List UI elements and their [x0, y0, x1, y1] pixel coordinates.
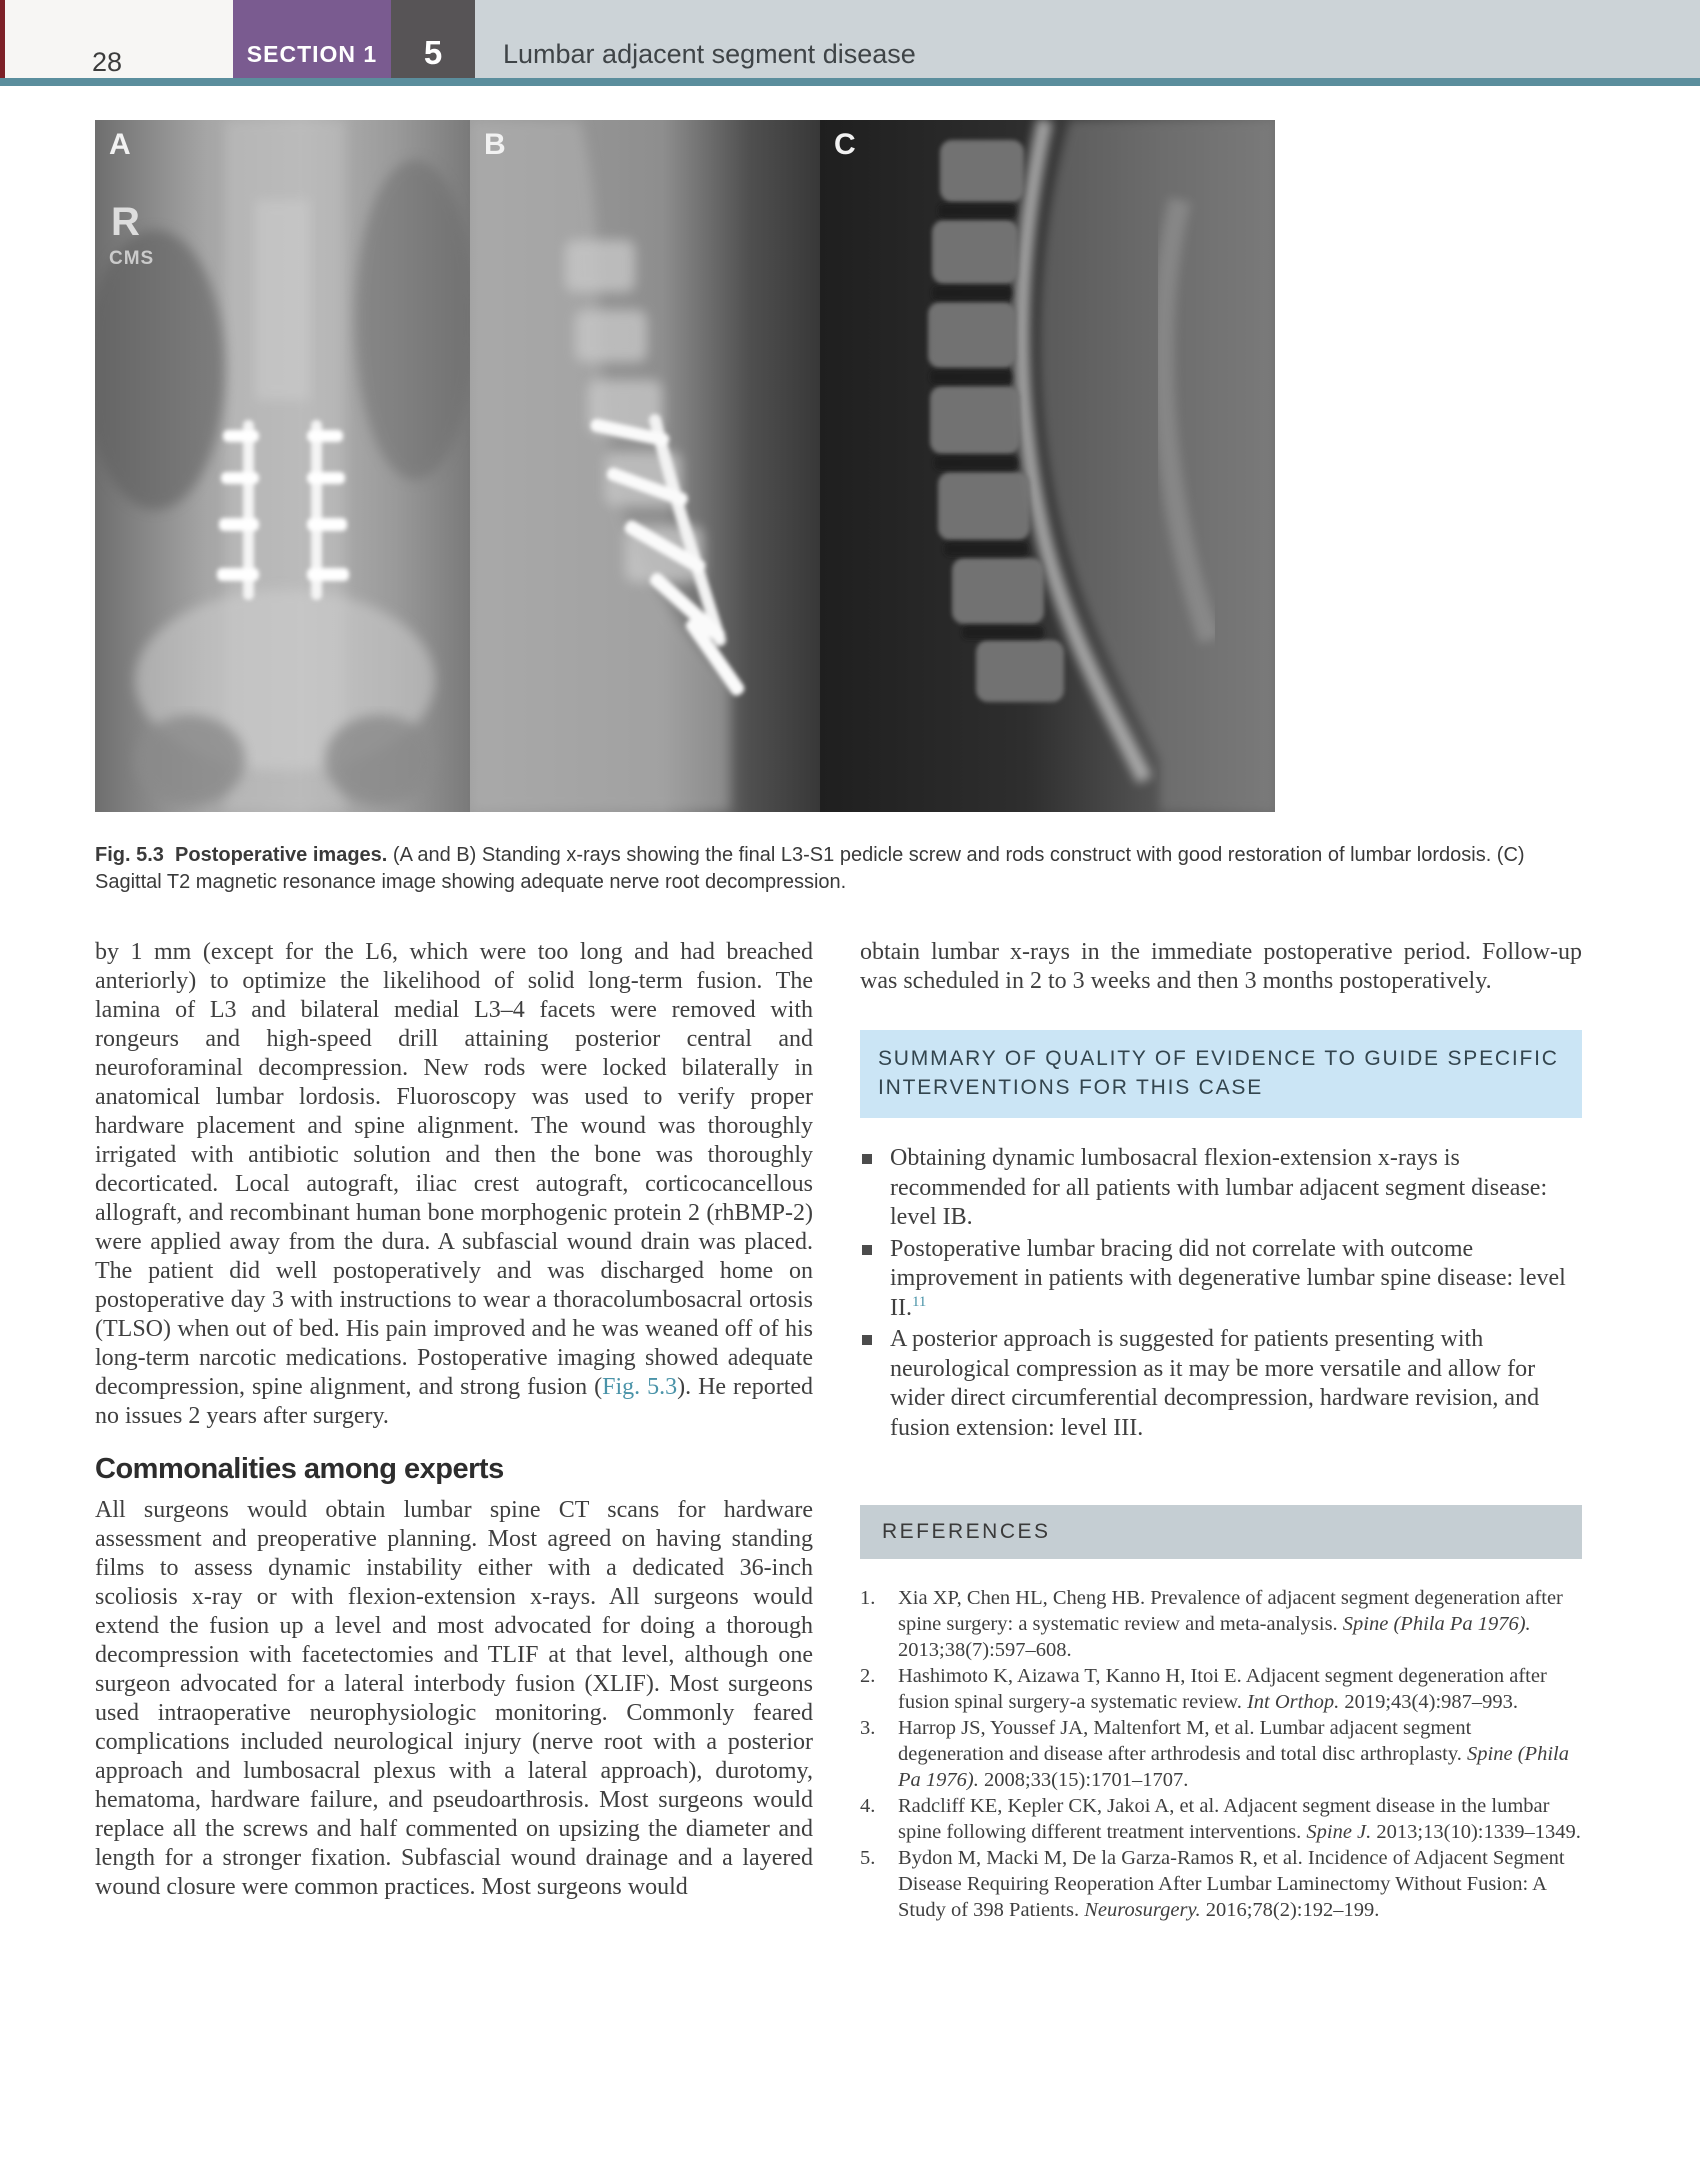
xray-side-marker-r: R — [111, 200, 140, 244]
references-list — [860, 1585, 1582, 1923]
reference-text — [898, 1585, 1582, 1663]
square-bullet-icon — [862, 1154, 872, 1164]
evidence-bullet-2-text — [890, 1235, 1582, 1324]
section-badge: SECTION 1 — [233, 0, 391, 78]
figure-caption-title: Postoperative images. — [175, 844, 388, 866]
figure-5-3-link[interactable]: Fig. 5.3 — [602, 1374, 678, 1400]
reference-number: 1. — [860, 1587, 876, 1609]
figure-caption — [95, 842, 1573, 896]
header-rule — [0, 78, 1700, 86]
chapter-number-badge: 5 — [391, 0, 475, 78]
reference-5-authors: Bydon M, Macki M, De la Garza-Ramos R, et al. Incidence of Adjacent Segment Disease Requiring Reoperation After Lumbar Laminectomy Without Fusion: A Study of 398 Patients. — [898, 1847, 1565, 1921]
reference-1-journal: Spine (Phila Pa 1976). — [1342, 1613, 1531, 1635]
panel-label-a: A — [109, 128, 131, 161]
evidence-bullet-3 — [860, 1325, 1582, 1443]
right-column — [860, 938, 1582, 1923]
reference-item-4 — [860, 1793, 1582, 1845]
bullet-3-body: A posterior approach is suggested for patients presenting with neurological compression as it may be more versatile and allow for wider direct circumferential decompression, hardware revision, and fusion extension: level III. — [890, 1326, 1540, 1441]
xray-marker-cms: CMS — [109, 248, 155, 269]
reference-5-journal: Neurosurgery. — [1084, 1899, 1201, 1921]
bullet-2-citation-link[interactable]: 11 — [911, 1293, 927, 1310]
case-paragraph-text: by 1 mm (except for the L6, which were too long and had breached anteriorly) to optimize the likelihood of solid long-term fusion. The lamina of L3 and bilateral medial L3–4 facets were removed with rongeurs and high-speed drill attaining posterior central and neuroforaminal decompression. New rods were locked bilaterally in anatomical lumbar lordosis. Fluoroscopy was used to verify proper hardware placement and spine alignment. The wound was thoroughly irrigated with antibiotic solution and then the bone was thoroughly decorticated. Local autograft, iliac crest autograft, corticocancellous allograft, and recombinant human bone morphogenic protein 2 (rhBMP-2) were applied away from the dura. A subfascial wound drain was placed. The patient did well postoperatively and was discharged home on postoperative day 3 with instructions to wear a thoracolumbosacral ortosis (TLSO) when out of bed. His pain improved and he was weaned off of his long-term narcotic medications. Postoperative imaging showed adequate decompression, spine alignment, and strong fusion ( — [95, 939, 813, 1400]
reference-3-journal: Spine (Phila Pa 1976). — [898, 1743, 1569, 1791]
reference-text — [898, 1793, 1582, 1845]
reference-3-cite: 2008;33(15):1701–1707. — [978, 1769, 1189, 1791]
evidence-bullet-3-text — [890, 1325, 1582, 1443]
summary-of-evidence-box — [860, 1030, 1582, 1118]
reference-text — [898, 1663, 1582, 1715]
summary-box-title: SUMMARY OF QUALITY OF EVIDENCE TO GUIDE SPECIFIC INTERVENTIONS FOR THIS CASE — [878, 1047, 1559, 1099]
square-bullet-icon — [862, 1335, 872, 1345]
figure-caption-text: (A and B) Standing x-rays showing the final L3-S1 pedicle screw and rods construct with good restoration of lumbar lordosis. (C) Sagittal T2 magnetic resonance image showing adequate nerve root decompression. — [95, 844, 1525, 893]
reference-2-cite: 2019;43(4):987–993. — [1339, 1691, 1519, 1713]
reference-number: 3. — [860, 1717, 876, 1739]
reference-number: 2. — [860, 1665, 876, 1687]
reference-4-journal: Spine J. — [1306, 1821, 1372, 1843]
bullet-1-body: Obtaining dynamic lumbosacral flexion-extension x-rays is recommended for all patients with lumbar adjacent segment disease: level IB. — [890, 1145, 1548, 1230]
figure-5-3 — [95, 120, 1275, 812]
reference-item-2 — [860, 1663, 1582, 1715]
square-bullet-icon — [862, 1245, 872, 1255]
evidence-bullet-list — [860, 1144, 1582, 1443]
reference-1-authors: Xia XP, Chen HL, Cheng HB. Prevalence of adjacent segment degeneration after spine surgery: a systematic review and meta-analysis. — [898, 1587, 1563, 1635]
spine-edge-strip — [0, 0, 5, 86]
followup-paragraph: obtain lumbar x-rays in the immediate postoperative period. Follow-up was scheduled in 2 to 3 weeks and then 3 months postoperatively. — [860, 939, 1582, 994]
references-header-band — [860, 1505, 1582, 1559]
figure-panel-c — [820, 120, 1275, 812]
panel-label-c: C — [834, 128, 856, 161]
reference-text — [898, 1845, 1582, 1923]
reference-number: 4. — [860, 1795, 876, 1817]
bullet-2-body: Postoperative lumbar bracing did not correlate with outcome improvement in patients with degenerative lumbar spine disease: level II. — [890, 1235, 1566, 1321]
chapter-title-band — [475, 0, 1700, 78]
reference-2-authors: Hashimoto K, Aizawa T, Kanno H, Itoi E. Adjacent segment degeneration after fusion spinal surgery-a systematic review. — [898, 1665, 1547, 1713]
figure-caption-number: Fig. 5.3 — [95, 844, 164, 866]
reference-item-5 — [860, 1845, 1582, 1923]
reference-3-authors: Harrop JS, Youssef JA, Maltenfort M, et al. Lumbar adjacent segment degeneration and disease after arthrodesis and total disc arthroplasty. — [898, 1717, 1472, 1765]
commonalities-heading: Commonalities among experts — [95, 1453, 504, 1485]
chapter-title: Lumbar adjacent segment disease — [503, 39, 916, 69]
evidence-bullet-2 — [860, 1235, 1582, 1324]
left-column — [95, 938, 813, 1902]
reference-1-cite: 2013;38(7):597–608. — [898, 1639, 1072, 1661]
case-paragraph — [95, 938, 813, 1431]
reference-2-journal: Int Orthop. — [1246, 1691, 1340, 1713]
references-title: REFERENCES — [882, 1520, 1051, 1543]
reference-item-3 — [860, 1715, 1582, 1793]
evidence-bullet-1 — [860, 1144, 1582, 1233]
xray-lateral-image — [470, 120, 820, 812]
reference-item-1 — [860, 1585, 1582, 1663]
panel-label-b: B — [484, 128, 506, 161]
reference-text — [898, 1715, 1582, 1793]
evidence-bullet-1-text — [890, 1144, 1582, 1233]
page-number: 28 — [92, 0, 212, 84]
xray-ap-image — [95, 120, 470, 812]
case-paragraph-end: ). He reported no issues 2 years after surgery. — [95, 1374, 814, 1429]
reference-4-cite: 2013;13(10):1339–1349. — [1371, 1821, 1581, 1843]
reference-5-cite: 2016;78(2):192–199. — [1200, 1899, 1380, 1921]
reference-number: 5. — [860, 1847, 876, 1869]
commonalities-paragraph: All surgeons would obtain lumbar spine CT scans for hardware assessment and preoperative planning. Most agreed on having standing films to assess dynamic instability either with a dedicated 36-inch scoliosis x-ray or with flexion-extension x-rays. All surgeons would extend the fusion up a level and most advocated for doing a thorough decompression with facetectomies and TLIF at that level, although one surgeon advocated for a lateral interbody fusion (XLIF). Most surgeons used intraoperative neurophysiologic monitoring. Commonly feared complications included neurological injury (nerve root with a posterior approach and lumbosacral plexus with a lateral approach), durotomy, hematoma, hardware failure, and pseudoarthrosis. Most surgeons would replace all the screws and half commented on upsizing the diameter and length for a stronger fixation. Subfascial wound drainage and a layered wound closure were common practices. Most surgeons would — [95, 1497, 813, 1900]
figure-panel-a — [95, 120, 470, 812]
mri-sagittal-image — [820, 120, 1275, 812]
figure-panel-b — [470, 120, 820, 812]
reference-4-authors: Radcliff KE, Kepler CK, Jakoi A, et al. Adjacent segment disease in the lumbar spine following different treatment interventions. — [898, 1795, 1550, 1843]
